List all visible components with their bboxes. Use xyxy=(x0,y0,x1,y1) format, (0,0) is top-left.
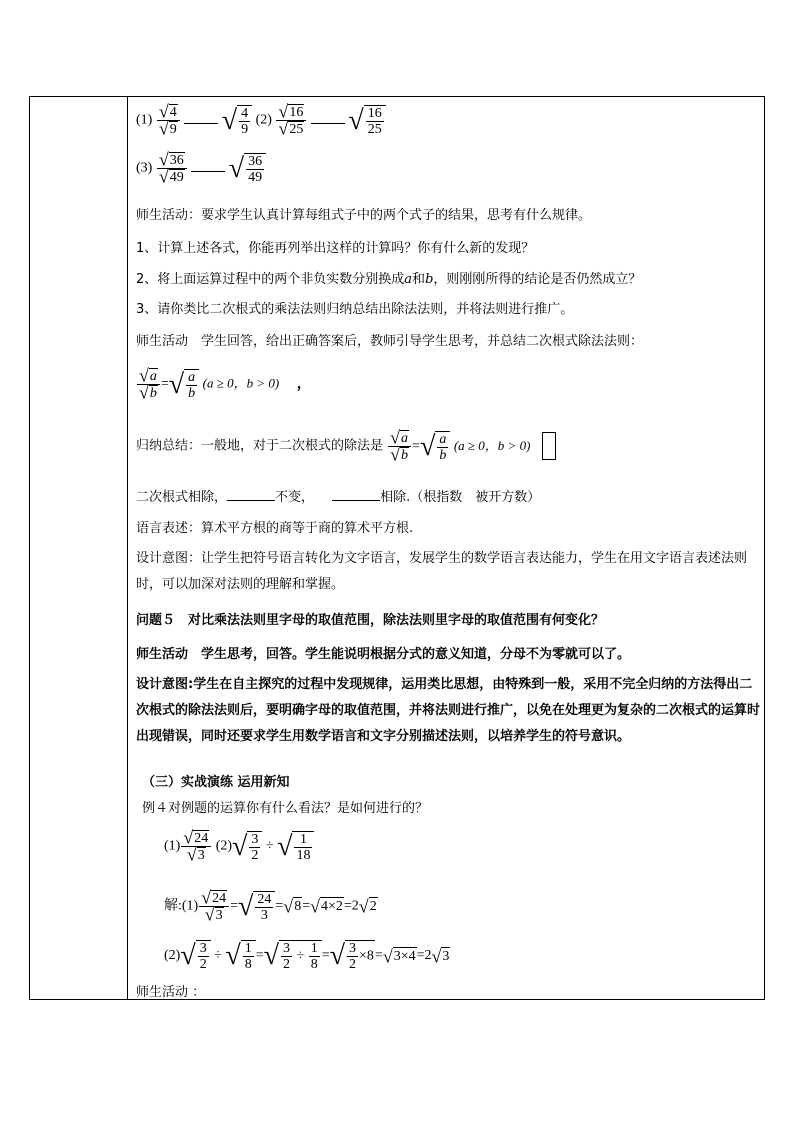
activity-text: 师生活动 学生回答，给出正确答案后，教师引导学生思考，并总结二次根式除法法则： xyxy=(136,334,644,349)
exercise-row-1 xyxy=(136,101,386,139)
blank-line xyxy=(227,488,275,501)
question-1: 1、计算上述各式，你能再列举出这样的计算吗？你有什么新的发现？ xyxy=(136,241,535,256)
label: (2) xyxy=(255,112,272,128)
blank-line xyxy=(191,161,225,172)
radical: √ $\frac{16}{25}$ xyxy=(348,105,385,137)
blank-line xyxy=(332,488,380,501)
fraction: $\frac{√4}{√9}$ xyxy=(157,104,180,137)
column-divider xyxy=(127,96,128,1000)
design-intent-1: 设计意图：让学生把符号语言转化为文字语言，发展学生的数学语言表达能力，学生在用文字语言表述法则时，可以加深对法则的理解和掌握。 xyxy=(136,551,748,592)
activity-text: 师生活动：要求学生认真计算每组式子中的两个式子的结果，思考有什么规律。 xyxy=(136,208,592,223)
activity-text: 师生活动 ： xyxy=(136,985,206,1000)
summary-line: 归纳总结：一般地，对于二次根式的除法是 $\frac{√a}{√b}$ =√ $\frac{a}{b}$ (a ≥ 0，b > 0) xyxy=(136,430,556,463)
exercise-row-2 xyxy=(136,149,266,187)
division-rule-formula: $\frac{√a}{√b}$ =√ $\frac{a}{b}$ (a ≥ 0，b > 0) ， xyxy=(139,365,311,403)
solution-2: (2)√ $\frac{3}{2}$ ÷ √ $\frac{1}{8}$ =√ $\frac{3}{2}$ ÷ $\frac{1}{8}$ =√ $\frac{3}{2}$ ×8=√3×4=2√3 xyxy=(164,940,450,972)
example-problems: (1) $\frac{√24}{√3}$ (2)√ $\frac{3}{2}$ ÷ √ $\frac{1}{18}$ xyxy=(164,830,314,863)
question-3: 3、请你类比二次根式的乘法法则归纳总结出除法法则，并将法则进行推广。 xyxy=(136,302,574,317)
activity-text-bold: 师生活动 学生思考，回答。学生能说明根据分式的意义知道，分母不为零就可以了。 xyxy=(136,647,631,662)
problem-5: 问题５ 对比乘法法则里字母的取值范围，除法法则里字母的取值范围有何变化？ xyxy=(136,613,605,628)
section-heading: （三）实战演练 运用新知 xyxy=(142,775,290,790)
solution-1: 解:(1) $\frac{√24}{√3}$ =√ $\frac{24}{3}$ =√8=√4×2=2√2 xyxy=(164,887,377,925)
fill-in-line: 二次根式相除， 不变， 相除.（根指数 被开方数） xyxy=(136,490,541,505)
radical: √ $\frac{36}{49}$ xyxy=(229,153,266,185)
empty-box xyxy=(542,432,556,460)
fraction: $\frac{√16}{√25}$ xyxy=(276,104,306,137)
language-statement: 语言表述：算术平方根的商等于商的算术平方根. xyxy=(136,521,414,536)
blank-line xyxy=(184,113,218,124)
label: (3) xyxy=(136,160,153,176)
blank-line xyxy=(311,113,345,124)
example-4: 例４对例题的运算你有什么看法？是如何进行的？ xyxy=(142,801,429,816)
question-2: 2、将上面运算过程中的两个非负实数分别换成a和b，则刚刚所得的结论是否仍然成立？ xyxy=(136,272,642,287)
fraction: $\frac{√36}{√49}$ xyxy=(157,152,187,185)
design-intent-2: 设计意图:学生在自主探究的过程中发现规律，运用类比思想，由特殊到一般，采用不完全归纳的方法得出二次根式的除法法则后，要明确字母的取值范围，并将法则进行推广，以免在处理更为复杂的二次根式的运算时出现错误，同时还要求学生用数学语言和文字分别描述法则，以培养学生的符号意识。 xyxy=(136,677,761,744)
radical: √ $\frac{4}{9}$ xyxy=(222,105,252,137)
label: (1) xyxy=(136,112,153,128)
